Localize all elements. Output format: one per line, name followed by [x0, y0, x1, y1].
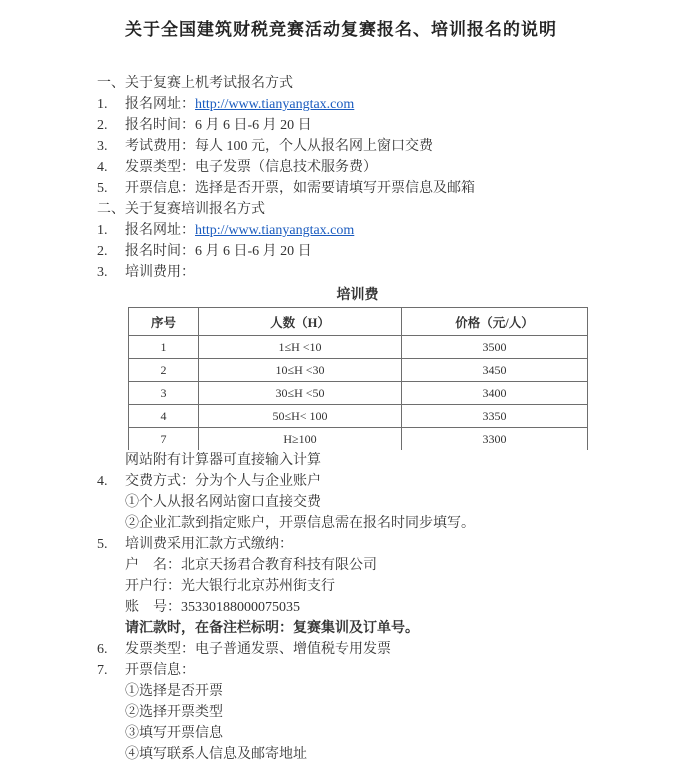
section2-heading: 二、关于复赛培训报名方式 — [97, 202, 265, 217]
header-serial: 序号 — [129, 308, 199, 336]
payment-sub-corporate: ②企业汇款到指定账户，开票信息需在报名时同步填写。 — [125, 516, 475, 531]
table-cell-serial: 7 — [129, 428, 199, 451]
fee-table-section — [128, 285, 587, 450]
item-number: 5. — [97, 537, 108, 552]
table-cell-range: H≥100 — [199, 428, 402, 451]
header-headcount: 人数（H） — [199, 308, 402, 336]
item-number: 4. — [97, 474, 108, 489]
list-item-invoice-type — [97, 157, 682, 178]
document-title: 关于全国建筑财税竞赛活动复赛报名、培训报名的说明 — [125, 20, 557, 39]
payment-sub-personal: ①个人从报名网站窗口直接交费 — [125, 495, 321, 510]
list-item-registration-url — [97, 94, 682, 115]
table-cell-price: 3300 — [402, 428, 588, 451]
document-body — [97, 73, 682, 765]
table-row — [129, 382, 588, 405]
list-item-invoice-info — [97, 178, 682, 199]
item-text: 报名时间：6 月 6 日-6 月 20 日 — [125, 118, 312, 133]
list-item-payment-method — [97, 471, 682, 492]
list-item-invoice-type-2 — [97, 639, 682, 660]
invoice-step-4: ④填写联系人信息及邮寄地址 — [125, 747, 307, 762]
item-number: 5. — [97, 181, 108, 196]
fee-table-header-row — [129, 308, 588, 336]
table-cell-range: 30≤H <50 — [199, 382, 402, 405]
table-cell-price: 3500 — [402, 336, 588, 359]
header-price: 价格（元/人） — [402, 308, 588, 336]
registration-url-link[interactable]: http://www.tianyangtax.com — [195, 97, 355, 112]
table-cell-serial: 1 — [129, 336, 199, 359]
item-text: 开票信息： — [125, 663, 195, 678]
item-number: 3. — [97, 265, 108, 280]
table-cell-price: 3350 — [402, 405, 588, 428]
invoice-step-1: ①选择是否开票 — [125, 684, 223, 699]
fee-table-title: 培训费 — [336, 288, 379, 303]
invoice-step-3: ③填写开票信息 — [125, 726, 223, 741]
list-item-remittance — [97, 534, 682, 555]
item-text: 培训费采用汇款方式缴纳： — [125, 537, 293, 552]
table-cell-serial: 4 — [129, 405, 199, 428]
list-item-exam-fee — [97, 136, 682, 157]
item-text: 考试费用：每人 100 元，个人从报名网上窗口交费 — [125, 139, 433, 154]
item-number: 2. — [97, 118, 108, 133]
list-item-training-time — [97, 241, 682, 262]
item-text: 开票信息：选择是否开票，如需要请填写开票信息及邮箱 — [125, 181, 475, 196]
item-text: 报名时间：6 月 6 日-6 月 20 日 — [125, 244, 312, 259]
item-text: 发票类型：电子发票（信息技术服务费） — [125, 160, 377, 175]
item-label: 报名网址： — [125, 223, 195, 238]
item-number: 2. — [97, 244, 108, 259]
table-cell-serial: 3 — [129, 382, 199, 405]
item-number: 3. — [97, 139, 108, 154]
item-number: 7. — [97, 663, 108, 678]
table-cell-price: 3450 — [402, 359, 588, 382]
table-cell-range: 50≤H< 100 — [199, 405, 402, 428]
bank-branch-line: 开户行：光大银行北京苏州街支行 — [125, 579, 335, 594]
item-number: 4. — [97, 160, 108, 175]
item-text: 发票类型：电子普通发票、增值税专用发票 — [125, 642, 391, 657]
list-item-training-fee — [97, 262, 682, 283]
remittance-remark: 请汇款时，在备注栏标明：复赛集训及订单号。 — [125, 621, 419, 636]
section1-heading: 一、关于复赛上机考试报名方式 — [97, 76, 293, 91]
item-number: 1. — [97, 223, 108, 238]
table-row — [129, 359, 588, 382]
list-item-registration-time — [97, 115, 682, 136]
table-row — [129, 405, 588, 428]
table-cell-serial: 2 — [129, 359, 199, 382]
table-note: 网站附有计算器可直接输入计算 — [125, 453, 321, 468]
table-row — [129, 428, 588, 451]
item-label: 报名网址： — [125, 97, 195, 112]
list-item-invoice-info-2 — [97, 660, 682, 681]
table-row — [129, 336, 588, 359]
item-number: 6. — [97, 642, 108, 657]
item-text: 交费方式：分为个人与企业账户 — [125, 474, 321, 489]
table-cell-range: 1≤H <10 — [199, 336, 402, 359]
item-text: 培训费用： — [125, 265, 195, 280]
fee-table — [128, 307, 588, 450]
item-number: 1. — [97, 97, 108, 112]
table-cell-price: 3400 — [402, 382, 588, 405]
list-item-training-url — [97, 220, 682, 241]
account-name-line: 户 名：北京天扬君合教育科技有限公司 — [125, 558, 377, 573]
table-cell-range: 10≤H <30 — [199, 359, 402, 382]
training-url-link[interactable]: http://www.tianyangtax.com — [195, 223, 355, 238]
account-number-line: 账 号：35330188000075035 — [125, 600, 300, 615]
invoice-step-2: ②选择开票类型 — [125, 705, 223, 720]
